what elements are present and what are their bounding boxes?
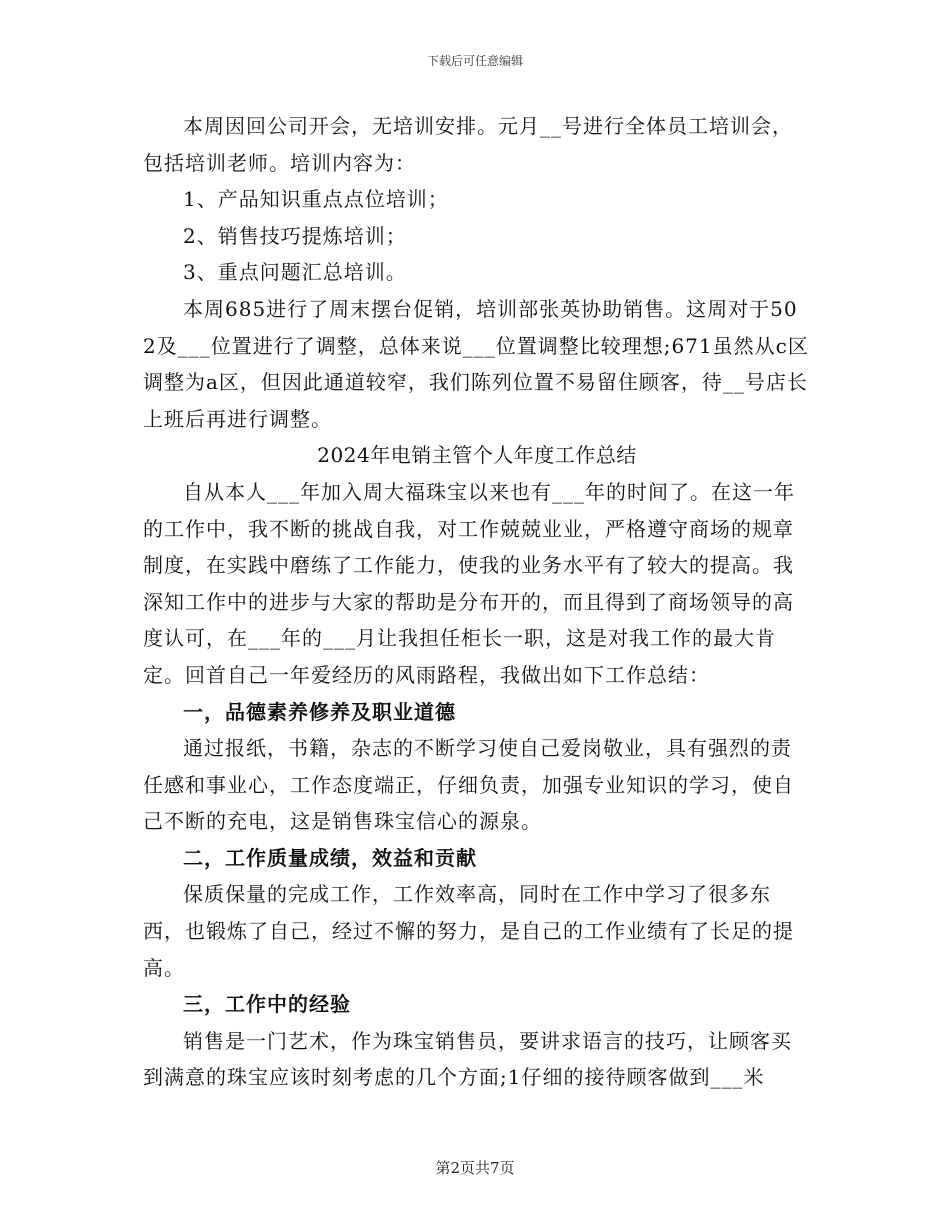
document-title: 2024年电销主管个人年度工作总结 xyxy=(317,443,637,468)
section-heading-1: 一，品德素养修养及职业道德 xyxy=(183,699,456,724)
page-number: 第2页共7页 xyxy=(435,1159,515,1177)
list-item: 1、产品知识重点点位培训； xyxy=(183,187,449,212)
paragraph-promotion: 本周685进行了周末摆台促销，培训部张英协助销售。这周对于502及___位置进行了调整，总体来说___位置调整比较理想;671虽然从c区调整为a区，但因此通道较窄，我们陈列位置不易留住顾客，待__号店长上班后再进行调整。 xyxy=(143,296,809,431)
paragraph-experience: 销售是一门艺术，作为珠宝销售员，要讲求语言的技巧，让顾客买到满意的珠宝应该时刻考虑的几个方面;1仔细的接待顾客做到___米 xyxy=(143,1028,792,1090)
paragraph-ethics: 通过报纸，书籍，杂志的不断学习使自己爱岗敬业，具有强烈的责任感和事业心，工作态度端正，仔细负责，加强专业知识的学习，使自己不断的充电，这是销售珠宝信心的源泉。 xyxy=(143,736,794,834)
list-item: 3、重点问题汇总培训。 xyxy=(183,260,407,285)
page-header-note: 下载后可任意编辑 xyxy=(426,54,523,68)
document-body xyxy=(143,108,811,1096)
section-heading-3: 三，工作中的经验 xyxy=(183,992,351,1017)
section-heading-2: 二，工作质量成绩，效益和贡献 xyxy=(183,845,477,870)
paragraph-intro: 自从本人___年加入周大福珠宝以来也有___年的时间了。在这一年的工作中，我不断的挑战自我，对工作兢兢业业，严格遵守商场的规章制度，在实践中磨练了工作能力，使我的业务水平有了较大的提高。我深知工作中的进步与大家的帮助是分布开的，而且得到了商场领导的高度认可，在___年的___月让我担任柜长一职，这是对我工作的最大肯定。回首自己一年爱经历的风雨路程，我做出如下工作总结： xyxy=(143,479,795,687)
paragraph-training-intro: 本周因回公司开会，无培训安排。元月__号进行全体员工培训会，包括培训老师。培训内容为： xyxy=(143,114,793,175)
paragraph-quality: 保质保量的完成工作，工作效率高，同时在工作中学习了很多东西，也锻炼了自己，经过不懈的努力，是自己的工作业绩有了长足的提高。 xyxy=(143,882,794,980)
list-item: 2、销售技巧提炼培训； xyxy=(183,223,407,248)
